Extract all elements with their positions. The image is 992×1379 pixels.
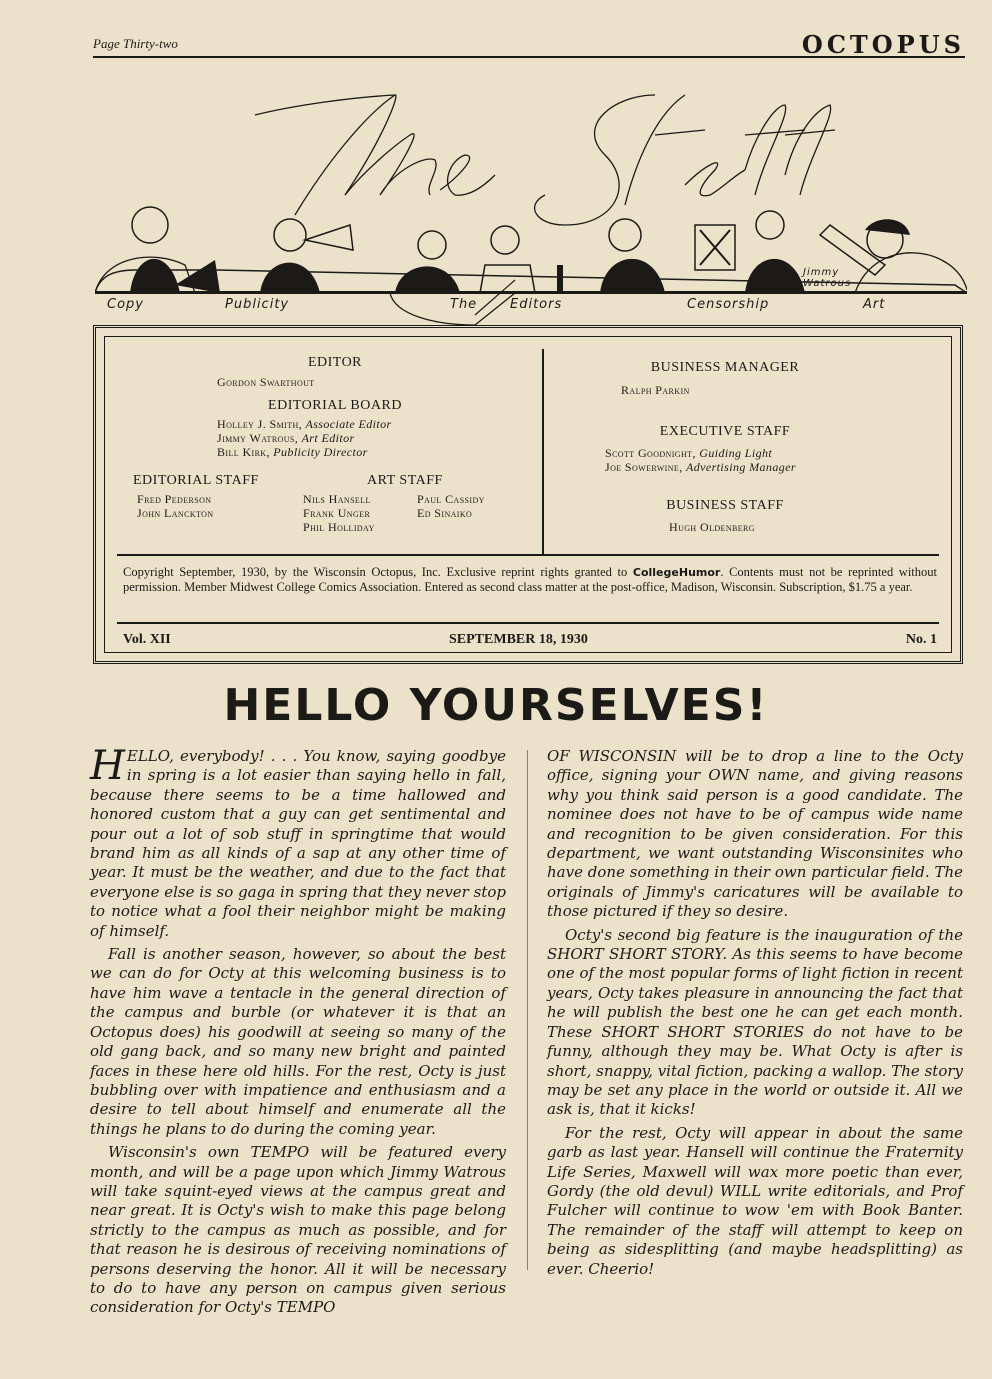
- executive-staff-heading: EXECUTIVE STAFF: [659, 424, 791, 439]
- art-staff-member: Nils Hansell: [303, 492, 371, 506]
- column-rule: [527, 750, 528, 1270]
- staff-banner-illustration: [95, 75, 967, 325]
- divider-rule: [117, 622, 939, 624]
- editorial-staff-heading: EDITORIAL STAFF: [133, 473, 259, 488]
- art-staff-member: Phil Holliday: [303, 520, 375, 534]
- article-column-right: [547, 747, 963, 1283]
- article-paragraph: Octy's second big feature is the inauguration of the SHORT SHORT STORY. As this seems to have become one of the most popular forms of light fiction in recent years, Octy takes pleasure in announcing the fact that he will publish the best one he can get each month. These SHORT SHORT STORIES do not have to be funny, although they may be. What Octy is after is short, snappy, vital fiction, packing a wallop. The story may be set any place in the world or outside it. All we ask is, that it kicks!: [547, 925, 963, 1119]
- board-member: Holley J. Smith, Associate Editor: [217, 417, 392, 431]
- column-divider: [542, 349, 544, 554]
- business-manager-heading: BUSINESS MANAGER: [650, 360, 800, 375]
- running-head: [93, 30, 965, 58]
- art-staff-member: Ed Sinaiko: [417, 506, 473, 520]
- article-paragraph: HELLO, everybody! . . . You know, saying goodbye in spring is a lot easier than saying hello in fall, because there seems to be a time hallowed and honored custom that a guy can get sentimental and pour out a lot of sob stuff in springtime that would brand him as all kinds of a sap at any other time of year. It must be the weather, and due to the fact that everyone else is so gaga in spring that they never stop to notice what a fool their neighbor might be making of himself.: [90, 743, 506, 940]
- dept-label-copy: Copy: [107, 297, 144, 312]
- article-paragraph: Wisconsin's own TEMPO will be featured every month, and will be a page upon which Jimmy Watrous will take squint-eyed views at the campus great and near great. It is Octy's wish to make this page belong strictly to the campus as much as possible, and for that reason he is desirous of receiving nominations of persons deserving the honor. All it will be necessary to do to have any person on campus given serious consideration for Octy's TEMPO: [90, 1143, 506, 1317]
- article-headline: HELLO YOURSELVES!: [223, 680, 769, 731]
- article-column-left: [90, 743, 506, 1322]
- board-member: Bill Kirk, Publicity Director: [217, 445, 368, 459]
- art-staff-member: Frank Unger: [303, 506, 371, 520]
- staff-masthead-inner: [104, 336, 952, 653]
- magazine-logo: OCTOPUS: [801, 30, 965, 59]
- staff-masthead-box: [93, 325, 963, 664]
- dept-label-censorship: Censorship: [687, 297, 770, 312]
- caricature-figures: [130, 207, 910, 293]
- article-paragraph: Fall is another season, however, so about the best we can do for Octy at this welcoming business is to have him wave a tentacle in the general direction of the campus and burble (or whatever it is that an Octopus does) his goodwill at seeing so many of the old gang back, and so many new bright and painted faces in these here old hills. For the rest, Octy is just bubbling over with impatience and enthusiasm and a desire to tell about himself and enumerate all the things he plans to do during the coming year.: [90, 945, 506, 1138]
- copyright-notice: Copyright September, 1930, by the Wisconsin Octopus, Inc. Exclusive reprint rights granted to CollegeHumor. Contents must not be reprinted without permission. Member Midwest College Comics Association. Entered as second class matter at the post-office, Madison, Wisconsin. Subscription, $1.75 a year.: [123, 565, 937, 594]
- editorial-staff-member: Fred Pederson: [137, 492, 212, 506]
- art-staff-heading: ART STAFF: [367, 473, 443, 488]
- volume-label: Vol. XII: [123, 632, 171, 647]
- art-staff-member: Paul Cassidy: [417, 492, 485, 506]
- business-manager-name: Ralph Parkin: [621, 383, 690, 397]
- issue-date: SEPTEMBER 18, 1930: [449, 632, 588, 647]
- executive-staff-member: Joe Sowerwine, Advertising Manager: [605, 460, 796, 474]
- page-number: Page Thirty-two: [93, 36, 178, 51]
- dept-label-publicity: Publicity: [225, 297, 290, 312]
- divider-rule: [117, 554, 939, 556]
- dept-label-the: The: [450, 297, 478, 312]
- dept-label-editors: Editors: [510, 297, 563, 312]
- editorial-staff-member: John Lanckton: [137, 506, 214, 520]
- board-member: Jimmy Watrous, Art Editor: [217, 431, 355, 445]
- editor-heading: EDITOR: [307, 355, 363, 370]
- business-staff-heading: BUSINESS STAFF: [666, 498, 784, 513]
- editorial-board-heading: EDITORIAL BOARD: [268, 398, 402, 413]
- dept-label-art: Art: [863, 297, 886, 312]
- drop-cap: H: [90, 743, 125, 789]
- article-paragraph: For the rest, Octy will appear in about the same garb as last year. Hansell will continue the Fraternity Life Series, Maxwell will wax more poetic than ever, Gordy (the old devul) WILL write editorials, and Prof Fulcher will continue to wow 'em with Book Banter. The remainder of the staff will attempt to keep on being as sidesplitting (and maybe headsplitting) as ever. Cheerio!: [547, 1123, 963, 1278]
- article-paragraph: OF WISCONSIN will be to drop a line to the Octy office, signing your OWN name, and giving reasons why you think said person is a good candidate. The nominee does not have to be of campus wide name and recognition to be given consideration. For this department, we want outstanding Wisconsinites who have done something in their own particular field. The originals of Jimmy's caricatures will be available to those pictured if they so desire.: [547, 747, 963, 921]
- banner-title-lettering: [255, 95, 835, 225]
- issue-number: No. 1: [905, 632, 937, 647]
- executive-staff-member: Scott Goodnight, Guiding Light: [605, 446, 773, 460]
- editor-name: Gordon Swarthout: [217, 375, 315, 389]
- business-staff-name: Hugh Oldenberg: [669, 520, 755, 534]
- artist-signature: Jimmy Watrous: [803, 267, 852, 289]
- collegehumor-logo: CollegeHumor: [632, 566, 721, 579]
